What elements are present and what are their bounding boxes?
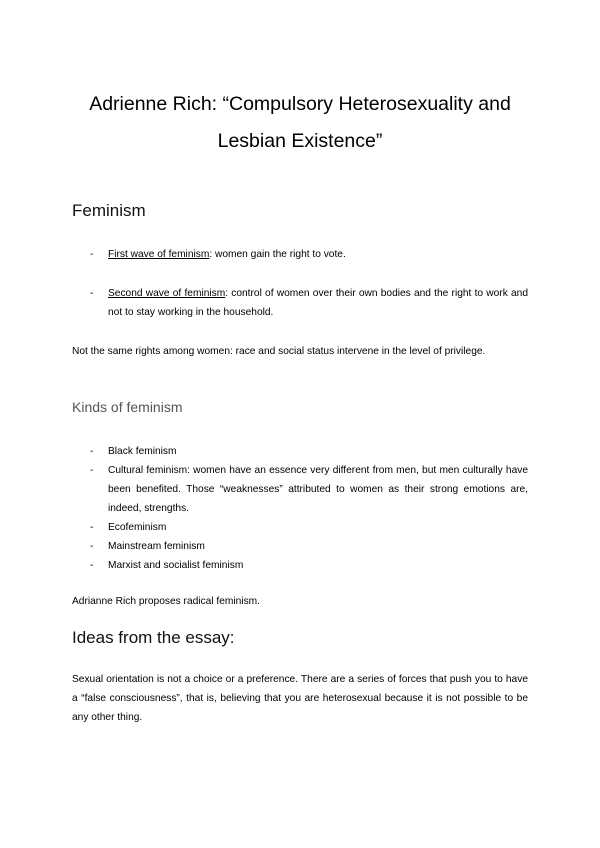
kind-item-5 (72, 556, 528, 575)
first-wave-text: : women gain the right to vote. (209, 249, 346, 260)
ideas-heading: Ideas from the essay: (72, 628, 235, 647)
kind-item-4-text: Mainstream feminism (108, 541, 205, 552)
list-item-second-wave (72, 284, 528, 322)
ideas-paragraph: Sexual orientation is not a choice or a preference. There are a series of forces that push you to have a “false consciousness”, that is, believing that you are heterosexual because it is not possible to be any other thing. (72, 674, 528, 723)
list-bullet: - (90, 288, 94, 299)
list-bullet: - (90, 249, 94, 260)
second-wave-term: Second wave of feminism (108, 288, 226, 299)
list-bullet: - (90, 560, 94, 571)
list-bullet: - (90, 541, 94, 552)
feminism-heading: Feminism (72, 201, 146, 220)
list-bullet: - (90, 465, 94, 476)
list-bullet: - (90, 522, 94, 533)
kind-item-1 (72, 442, 528, 461)
kind-item-2-text: Cultural feminism: women have an essence very different from men, but men culturally have been benefited. Those “weaknesses” attributed to women as their strong emotions are, indeed, strengths. (108, 465, 528, 514)
kind-item-3 (72, 518, 528, 537)
kind-item-1-text: Black feminism (108, 446, 177, 457)
kinds-heading: Kinds of feminism (72, 399, 183, 415)
privilege-note: Not the same rights among women: race and social status intervene in the level of privilege. (72, 346, 486, 357)
second-wave-text: : control of women over their own bodies and the right to work and not to stay working in the household. (108, 288, 528, 318)
kind-item-2 (72, 461, 528, 518)
kind-item-3-text: Ecofeminism (108, 522, 167, 533)
document-title-line-1: Adrienne Rich: “Compulsory Heterosexuality and (89, 93, 511, 115)
list-item-first-wave (72, 245, 528, 264)
radical-feminism-note: Adrianne Rich proposes radical feminism. (72, 596, 260, 607)
first-wave-term: First wave of feminism (108, 249, 210, 260)
kind-item-5-text: Marxist and socialist feminism (108, 560, 244, 571)
kind-item-4 (72, 537, 528, 556)
list-bullet: - (90, 446, 94, 457)
document-title-line-2: Lesbian Existence” (217, 130, 383, 152)
